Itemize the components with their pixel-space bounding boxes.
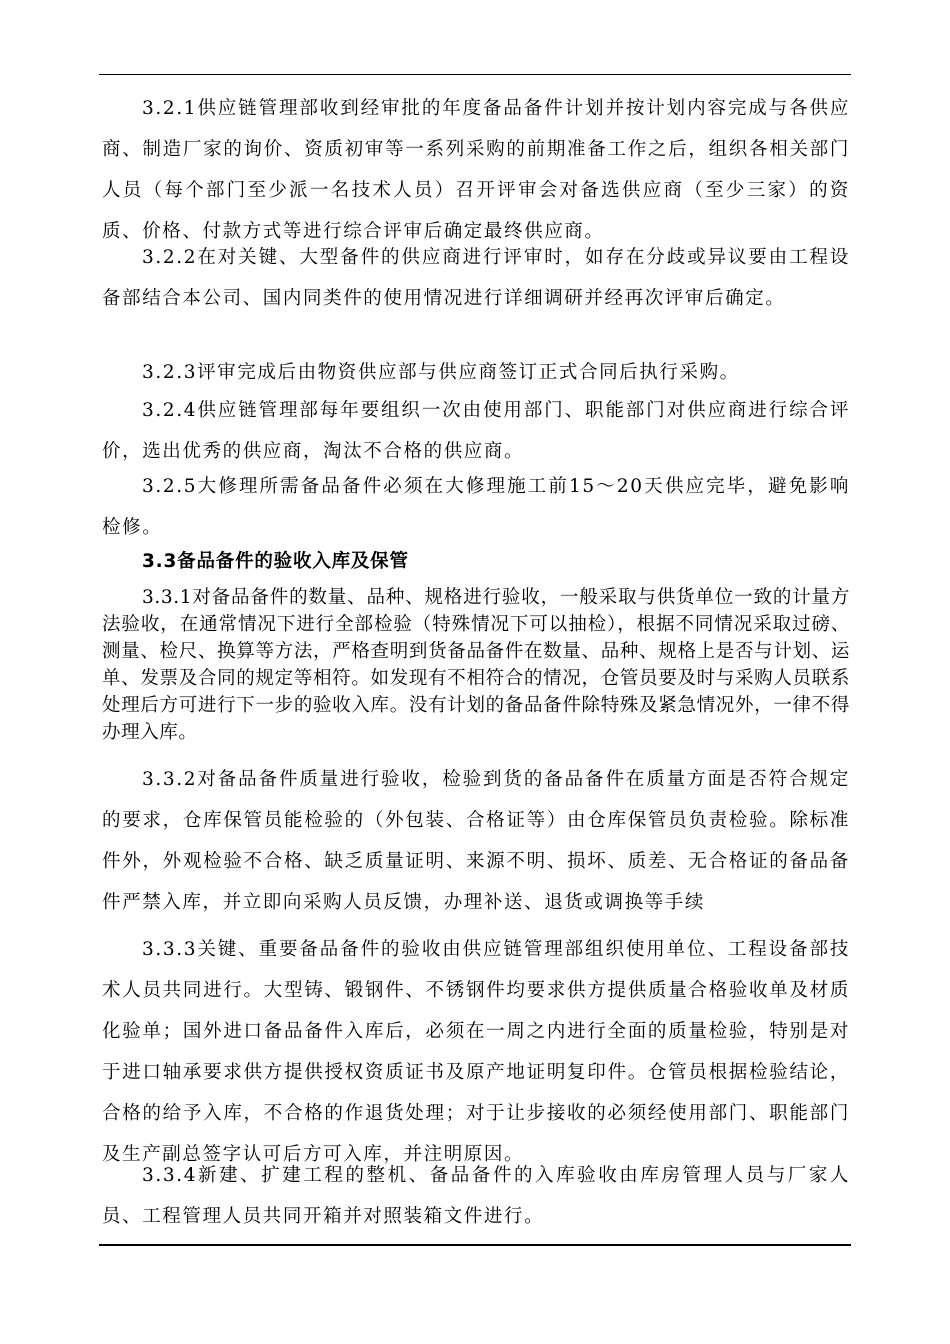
footer-rule	[99, 1244, 851, 1246]
paragraph-3-2-1: 3.2.1供应链管理部收到经审批的年度备品备件计划并按计划内容完成与各供应商、制造厂家的询价、资质初审等一系列采购的前期准备工作之后，组织各相关部门人员（每个部门至少派一名技术人员）召开评审会对备选供应商（至少三家）的资质、价格、付款方式等进行综合评审后确定最终供应商。	[102, 98, 850, 242]
paragraph-3-2-2: 3.2.2在对关键、大型备件的供应商进行评审时，如存在分歧或异议要由工程设备部结合本公司、国内同类件的使用情况进行详细调研并经再次评审后确定。	[102, 247, 850, 309]
paragraph-3-3-4: 3.3.4新建、扩建工程的整机、备品备件的入库验收由库房管理人员与厂家人员、工程管理人员共同开箱并对照装箱文件进行。	[102, 1165, 850, 1227]
header-rule	[99, 74, 851, 75]
paragraph-3-3-2: 3.3.2对备品备件质量进行验收，检验到货的备品备件在质量方面是否符合规定的要求，仓库保管员能检验的（外包装、合格证等）由仓库保管员负责检验。除标准件外，外观检验不合格、缺乏质量证明、来源不明、损坏、质差、无合格证的备品备件严禁入库，并立即向采购人员反馈，办理补送、退货或调换等手续	[102, 769, 850, 913]
paragraph-3-3-1: 3.3.1对备品备件的数量、品种、规格进行验收，一般采取与供货单位一致的计量方法验收，在通常情况下进行全部检验（特殊情况下可以抽检），根据不同情况采取过磅、测量、检尺、换算等方法，严格查明到货备品备件在数量、品种、规格上是否与计划、运单、发票及合同的规定等相符。如发现有不相符合的情况，仓管员要及时与采购人员联系处理后方可进行下一步的验收入库。没有计划的备品备件除特殊及紧急情况外，一律不得办理入库。	[102, 587, 850, 743]
section-heading-3-3: 3.3备品备件的验收入库及保管	[142, 551, 409, 572]
paragraph-3-2-5: 3.2.5大修理所需备品备件必须在大修理施工前15～20天供应完毕，避免影响检修。	[102, 476, 850, 538]
paragraph-3-2-4: 3.2.4供应链管理部每年要组织一次由使用部门、职能部门对供应商进行综合评价，选出优秀的供应商，淘汰不合格的供应商。	[102, 400, 850, 462]
paragraph-3-3-3: 3.3.3关键、重要备品备件的验收由供应链管理部组织使用单位、工程设备部技术人员共同进行。大型铸、锻钢件、不锈钢件均要求供方提供质量合格验收单及材质化验单；国外进口备品备件入库后，必须在一周之内进行全面的质量检验，特别是对于进口轴承要求供方提供授权资质证书及原产地证明复印件。仓管员根据检验结论，合格的给予入库，不合格的作退货处理；对于让步接收的必须经使用部门、职能部门及生产副总签字认可后方可入库，并注明原因。	[102, 939, 850, 1165]
paragraph-3-2-3: 3.2.3评审完成后由物资供应部与供应商签订正式合同后执行采购。	[142, 362, 740, 383]
